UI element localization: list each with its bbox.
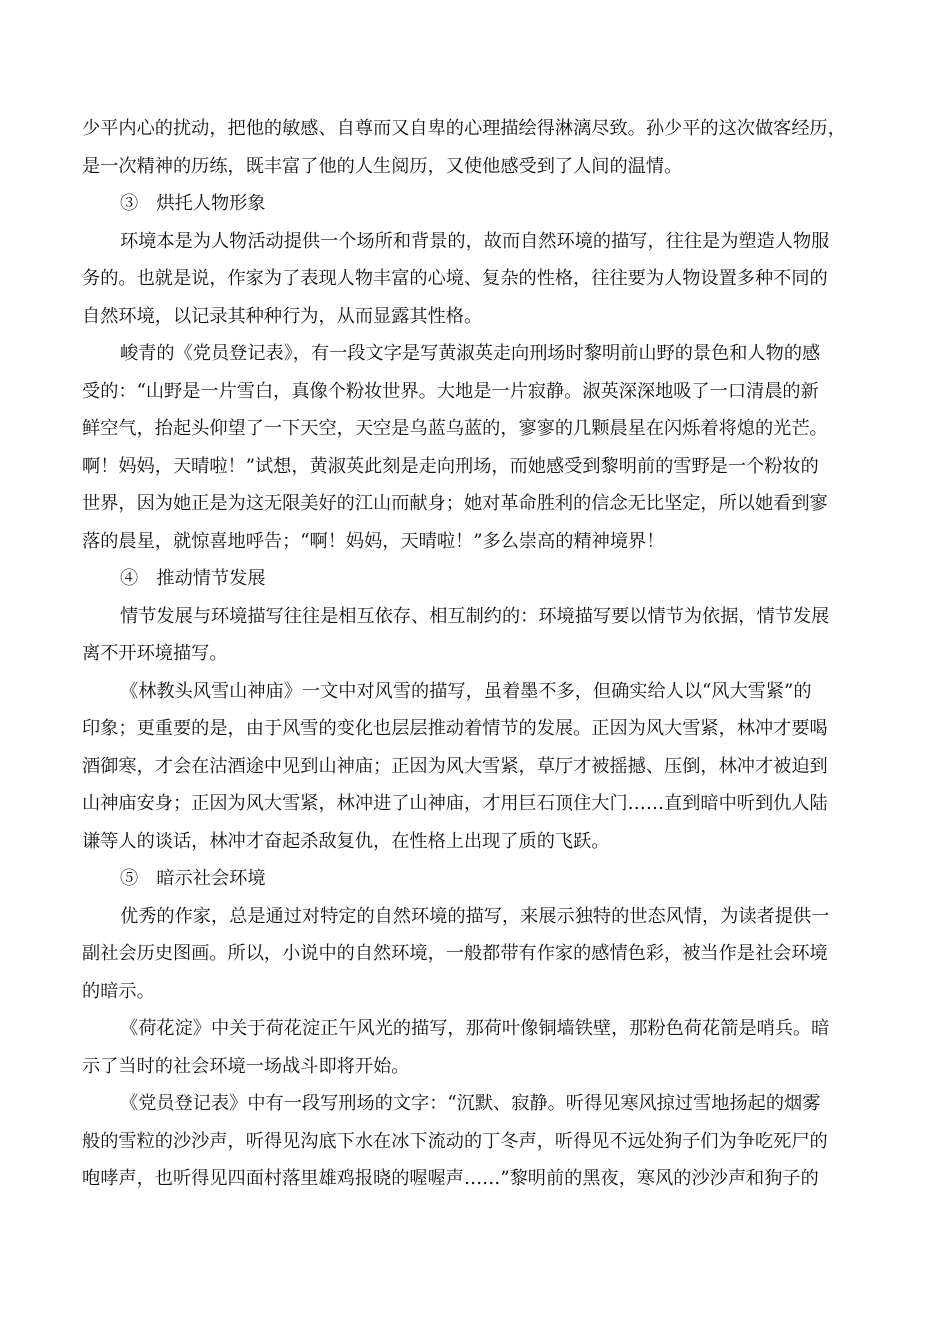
heading-3: ③ 烘托人物形象 xyxy=(120,193,266,214)
paragraph-1-line-2: 是一次精神的历练，既丰富了他的人生阅历，又使他感受到了人间的温情。 xyxy=(82,156,683,177)
paragraph-5-line-5: 谦等人的谈话，林冲才奋起杀敌复仇，在性格上出现了质的飞跃。 xyxy=(82,831,610,852)
paragraph-3-line-5: 世界，因为她正是为这无限美好的江山而献身；她对革命胜利的信念无比坚定，所以她看到寥 xyxy=(82,493,828,514)
paragraph-6-line-3: 的暗示。 xyxy=(82,981,155,1002)
paragraph-5-line-3: 酒御寒，才会在沽酒途中见到山神庙；正因为风大雪紧，草厅才被摇撼、压倒，林冲才被迫到 xyxy=(82,756,828,777)
paragraph-4-line-2: 离不开环境描写。 xyxy=(82,643,228,664)
paragraph-2-line-1: 环境本是为人物活动提供一个场所和背景的，故而自然环境的描写，往往是为塑造人物服 xyxy=(120,231,830,252)
paragraph-5-line-1: 《林教头风雪山神庙》一文中对风雪的描写，虽着墨不多，但确实给人以“风大雪紧”的 xyxy=(120,681,812,702)
paragraph-2-line-2: 务的。也就是说，作家为了表现人物丰富的心境、复杂的性格，往往要为人物设置多种不同的 xyxy=(82,268,828,289)
paragraph-3-line-4: 啊！妈妈，天晴啦！”试想，黄淑英此刻是走向刑场，而她感受到黎明前的雪野是一个粉妆的 xyxy=(82,456,819,477)
paragraph-8-line-2: 般的雪粒的沙沙声，听得见沟底下水在冰下流动的丁冬声，听得见不远处狗子们为争吃死尸的 xyxy=(82,1131,828,1152)
paragraph-5-line-2: 印象；更重要的是，由于风雪的变化也层层推动着情节的发展。正因为风大雪紧，林冲才要喝 xyxy=(82,718,828,739)
heading-5: ⑤ 暗示社会环境 xyxy=(120,868,266,889)
paragraph-2-line-3: 自然环境，以记录其种种行为，从而显露其性格。 xyxy=(82,306,483,327)
paragraph-4-line-1: 情节发展与环境描写往往是相互依存、相互制约的：环境描写要以情节为依据，情节发展 xyxy=(120,606,830,627)
paragraph-8-line-3: 咆哮声，也听得见四面村落里雄鸡报晓的喔喔声……”黎明前的黑夜，寒风的沙沙声和狗子的 xyxy=(82,1168,819,1189)
paragraph-5-line-4: 山神庙安身；正因为风大雪紧，林冲进了山神庙，才用巨石顶住大门……直到暗中听到仇人陆 xyxy=(82,793,828,814)
paragraph-3-line-1: 峻青的《党员登记表》，有一段文字是写黄淑英走向刑场时黎明前山野的景色和人物的感 xyxy=(120,343,821,364)
paragraph-6-line-1: 优秀的作家，总是通过对特定的自然环境的描写，来展示独特的世态风情，为读者提供一 xyxy=(120,906,830,927)
paragraph-7-line-1: 《荷花淀》中关于荷花淀正午风光的描写，那荷叶像铜墙铁壁，那粉色荷花箭是哨兵。暗 xyxy=(120,1018,830,1039)
paragraph-3-line-3: 鲜空气，抬起头仰望了一下天空，天空是乌蓝乌蓝的，寥寥的几颗晨星在闪烁着将熄的光芒。 xyxy=(82,418,828,439)
paragraph-6-line-2: 副社会历史图画。所以，小说中的自然环境，一般都带有作家的感情色彩，被当作是社会环境 xyxy=(82,943,828,964)
paragraph-3-line-2: 受的：“山野是一片雪白，真像个粉妆世界。大地是一片寂静。淑英深深地吸了一口清晨的新 xyxy=(82,381,819,402)
paragraph-1-line-1: 少平内心的扰动，把他的敏感、自尊而又自卑的心理描绘得淋漓尽致。孙少平的这次做客经历， xyxy=(82,118,846,139)
heading-4: ④ 推动情节发展 xyxy=(120,568,266,589)
paragraph-3-line-6: 落的晨星，就惊喜地呼告；“啊！妈妈，天晴啦！”多么崇高的精神境界！ xyxy=(82,531,665,552)
paragraph-8-line-1: 《党员登记表》中有一段写刑场的文字：“沉默、寂静。听得见寒风掠过雪地扬起的烟雾 xyxy=(120,1093,821,1114)
paragraph-7-line-2: 示了当时的社会环境一场战斗即将开始。 xyxy=(82,1056,410,1077)
